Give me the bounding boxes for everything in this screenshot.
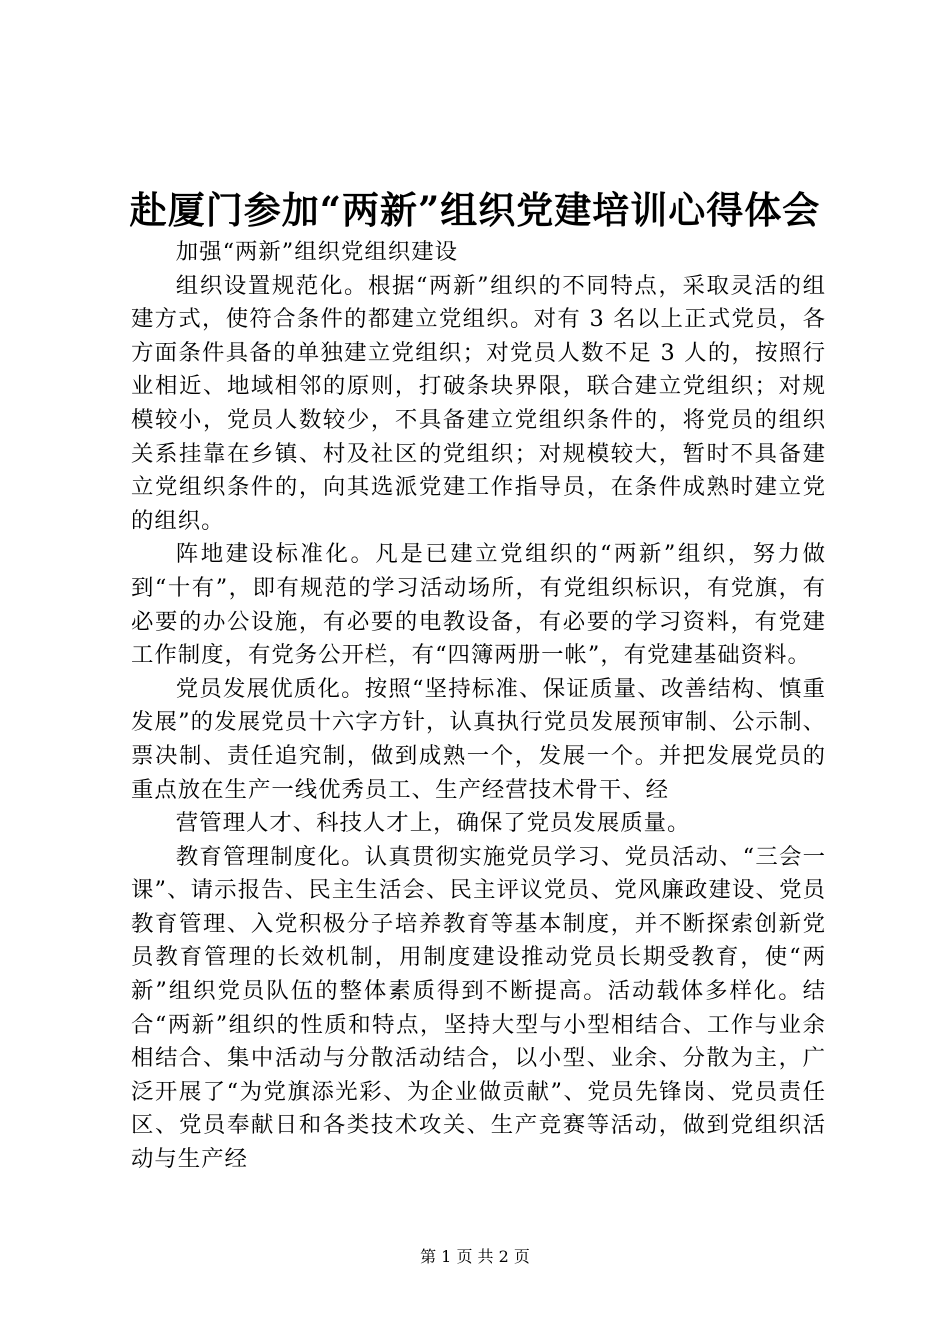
section-heading: 加强“两新”组织党组织建设 — [175, 239, 458, 265]
paragraph-member-development: 党员发展优质化。按照“坚持标准、保证质量、改善结构、慎重发展”的发展党员十六字方针，认真执行党员发展预审制、公示制、票决制、责任追究制，做到成熟一个，发展一个。并把发展党员的重点放在生产一线优秀员工、生产经营技术骨干、经 — [131, 675, 826, 803]
paragraph-education-management: 教育管理制度化。认真贯彻实施党员学习、党员活动、“三会一课”、请示报告、民主生活会、民主评议党员、党风廉政建设、党员教育管理、入党积极分子培养教育等基本制度，并不断探索创新党员教育管理的长效机制，用制度建设推动党员长期受教育，使“两新”组织党员队伍的整体素质得到不断提高。活动载体多样化。结合“两新”组织的性质和特点，坚持大型与小型相结合、工作与业余相结合、集中活动与分散活动结合，以小型、业余、分散为主，广泛开展了“为党旗添光彩、为企业做贡献”、党员先锋岗、党员责任区、党员奉献日和各类技术攻关、生产竞赛等活动，做到党组织活动与生产经 — [131, 843, 826, 1173]
paragraph-member-development-continued: 营管理人才、科技人才上，确保了党员发展质量。 — [175, 810, 691, 837]
document-title: 赴厦门参加“两新”组织党建培训心得体会 — [129, 188, 821, 232]
document-body — [131, 236, 826, 1177]
paragraph-position-building: 阵地建设标准化。凡是已建立党组织的“两新”组织，努力做到“十有”，即有规范的学习活动场所，有党组织标识，有党旗，有必要的办公设施，有必要的电教设备，有必要的学习资料，有党建工作制度，有党务公开栏，有“四簿两册一帐”，有党建基础资料。 — [131, 541, 826, 669]
page-number-footer: 第 1 页 共 2 页 — [420, 1247, 530, 1266]
paragraph-organization-setup: 组织设置规范化。根据“两新”组织的不同特点，采取灵活的组建方式，使符合条件的都建立党组织。对有 3 名以上正式党员，各方面条件具备的单独建立党组织；对党员人数不足 3 人的，按照行业相近、地域相邻的原则，打破条块界限，联合建立党组织；对规模较小，党员人数较少，不具备建立党组织条件的，将党员的组织关系挂靠在乡镇、村及社区的党组织；对规模较大，暂时不具备建立党组织条件的，向其选派党建工作指导员，在条件成熟时建立党的组织。 — [131, 272, 826, 534]
